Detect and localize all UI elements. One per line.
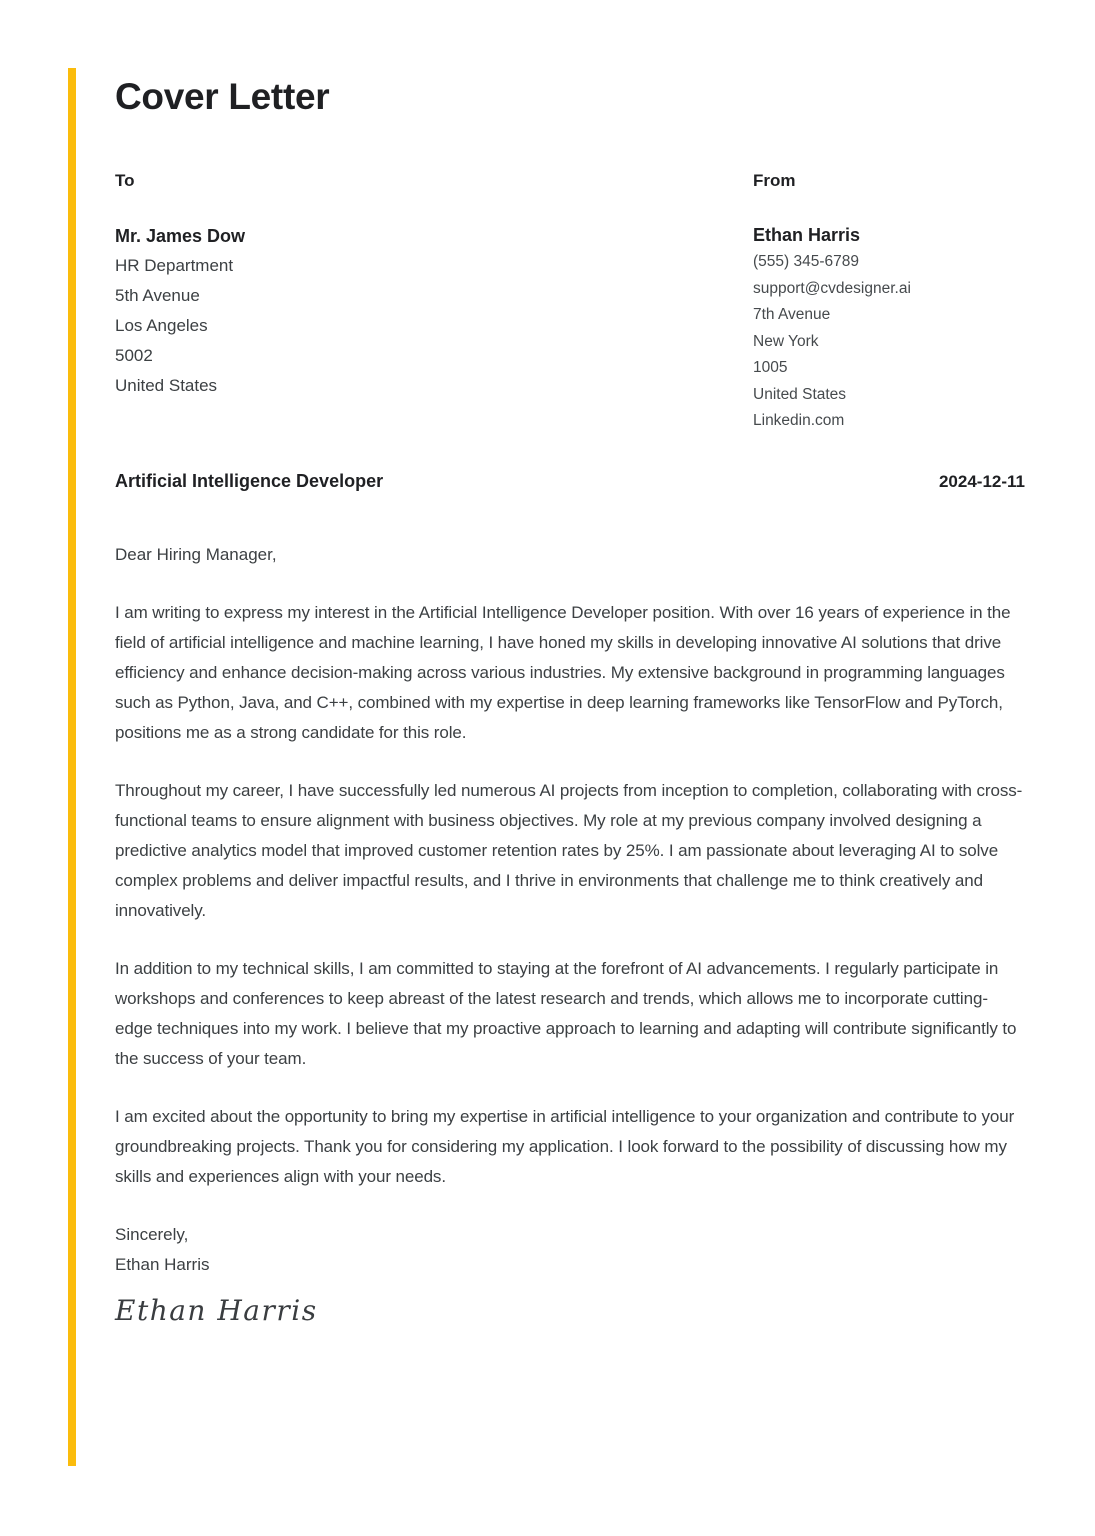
sender-city: New York (753, 332, 819, 350)
sender-block (753, 170, 1025, 435)
sender-name: Ethan Harris (753, 225, 861, 245)
recipient-street: 5th Avenue (115, 286, 200, 305)
sender-email: support@cvdesigner.ai (753, 279, 911, 297)
closing-block (115, 1220, 1025, 1280)
salutation: Dear Hiring Manager, (115, 544, 277, 564)
job-title: Artificial Intelligence Developer (115, 470, 384, 491)
signer-name: Ethan Harris (115, 1254, 210, 1274)
recipient-department: HR Department (115, 256, 234, 275)
letter-paragraph: I am writing to express my interest in the Artificial Intelligence Developer position. With over 16 years of experience in the field of artificial intelligence and machine learning, I have honed my skills in developing innovative AI solutions that drive efficiency and enhance decision-making across various industries. My extensive background in programming languages such as Python, Java, and C++, combined with my expertise in deep learning frameworks like TensorFlow and PyTorch, positions me as a strong candidate for this role. (115, 602, 1011, 742)
recipient-city: Los Angeles (115, 316, 208, 335)
recipient-label: To (115, 171, 135, 190)
recipient-zip: 5002 (115, 346, 153, 365)
address-section (115, 170, 1025, 435)
sender-street: 7th Avenue (753, 306, 831, 323)
closing-phrase: Sincerely, (115, 1224, 189, 1244)
sender-label: From (753, 171, 796, 190)
sender-country: United States (753, 385, 847, 403)
sender-zip: 1005 (753, 359, 788, 376)
page-title: Cover Letter (115, 76, 330, 117)
sender-phone: (555) 345-6789 (753, 253, 859, 270)
recipient-block (115, 170, 753, 435)
sender-linkedin: Linkedin.com (753, 412, 845, 429)
signature: Ethan Harris (115, 1293, 318, 1327)
letter-paragraph: In addition to my technical skills, I am committed to staying at the forefront of AI advancements. I regularly participate in workshops and conferences to keep abreast of the latest research and trends, which allows me to incorporate cutting-edge techniques into my work. I believe that my proactive approach to learning and adapting will contribute significantly to the success of your team. (115, 958, 1017, 1068)
cover-letter-page (115, 76, 1025, 1328)
accent-bar (68, 68, 76, 1466)
letter-paragraph: I am excited about the opportunity to bring my expertise in artificial intelligence to your organization and contribute to your groundbreaking projects. Thank you for considering my application. I look forward to the possibility of discussing how my skills and experiences align with your needs. (115, 1106, 1015, 1186)
job-header-row (115, 469, 1025, 494)
letter-paragraph: Throughout my career, I have successfully led numerous AI projects from inception to completion, collaborating with cross-functional teams to ensure alignment with business objectives. My role at my previous company involved designing a predictive analytics model that improved customer retention rates by 25%. I am passionate about leveraging AI to solve complex problems and deliver impactful results, and I thrive in environments that challenge me to think creatively and innovatively. (115, 780, 1023, 920)
recipient-name: Mr. James Dow (115, 226, 246, 246)
letter-date: 2024-12-11 (938, 471, 1025, 491)
recipient-country: United States (115, 376, 218, 395)
